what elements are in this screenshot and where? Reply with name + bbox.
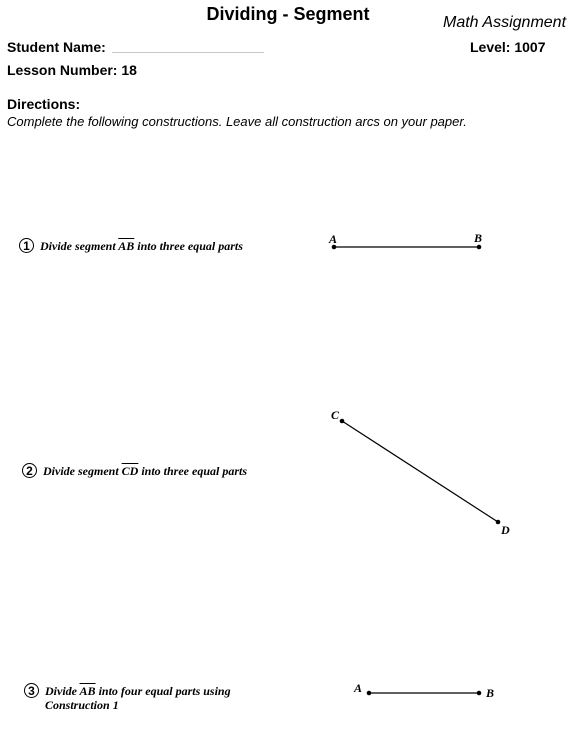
problem-2-text-after: into three equal parts <box>138 464 248 478</box>
point-b-1 <box>477 245 482 250</box>
problem-2-text-before: Divide segment <box>43 464 122 478</box>
problem-3-segment-name: $\overline{AB}$ <box>79 684 96 698</box>
problem-1-segment-name: $\overline{AB}$ <box>118 239 135 253</box>
point-a-3-label: A <box>354 681 363 695</box>
point-d-label: D <box>501 523 510 537</box>
problem-2-segment-name: $\overline{CD}$ <box>121 464 139 478</box>
point-b-1-label: B <box>474 231 483 245</box>
problem-2-number: 2 <box>22 463 37 478</box>
directions-text: Complete the following constructions. Leave all construction arcs on your paper. <box>7 114 467 129</box>
level-label: Level: 1007 <box>470 39 546 55</box>
problem-1-text-after: into three equal parts <box>134 239 243 253</box>
lesson-number-label: Lesson Number: 18 <box>7 62 137 78</box>
problem-3-number: 3 <box>24 683 39 698</box>
point-d <box>496 520 501 525</box>
segment-cd <box>342 421 498 522</box>
assignment-label: Math Assignment <box>443 14 567 31</box>
page-title: Dividing - Segment <box>206 4 370 24</box>
problem-3-text-after: into four equal parts using Construction 1 <box>45 684 231 712</box>
student-name-label: Student Name: <box>7 39 106 55</box>
point-b-3-label: B <box>486 686 495 700</box>
problem-1-text-before: Divide segment <box>40 239 119 253</box>
point-a-1-label: A <box>329 232 338 246</box>
point-b-3 <box>477 691 482 696</box>
point-c <box>340 419 345 424</box>
point-c-label: C <box>331 408 340 422</box>
problem-1-number: 1 <box>19 238 34 253</box>
directions-heading: Directions: <box>7 96 81 112</box>
point-a-3 <box>367 691 372 696</box>
problem-3-text-before: Divide <box>45 684 80 698</box>
